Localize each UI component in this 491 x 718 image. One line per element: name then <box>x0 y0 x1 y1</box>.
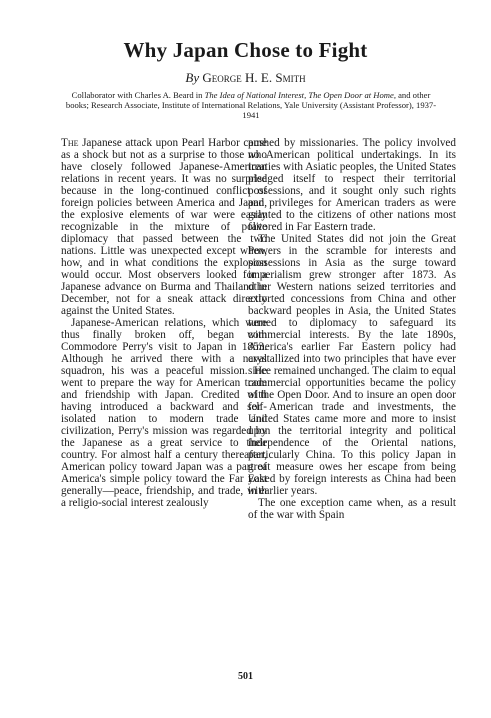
right-column <box>248 137 456 521</box>
paragraph-text: Japanese attack upon Pearl Harbor came as a shock but not as a surprise to those who have closely followed Japanese-American relations in recent years. It was no surprise because in the long-continued conflict of foreign policies between America and Japan, the explosive elements of war were easily recognizable in the mixture of polite diplomacy that passed between the two nations. Little was unexpected except when, how, and in what conditions the explosion would occur. Most observers looked for a Japanese advance on Burma and Thailand in December, not for a sneak attack directly against the United States. <box>61 137 267 317</box>
affiliation-text-3: , and other books; Research Associate, Institute of International Relations, Yale University (Assistant Professor), 1937-1941 <box>65 90 437 120</box>
affiliation-text-1: Collaborator with Charles A. Beard in <box>71 90 205 100</box>
byline-prefix: By <box>185 70 203 85</box>
paragraph: Japanese-American relations, which were thus finally broken off, began with Commodore Perry's visit to Japan in 1853. Although he arrived there with a naval squadron, his was a peaceful mission. He went to prepare the way for American trade and friendship with Japan. Credited with having introduced a backward and self-isolated nation to modern trade and civilization, Perry's mission was regarded by the Japanese as a great service to their country. For almost half a century thereafter, American policy toward Japan was a part of America's simple policy toward the Far East generally—peace, friendship, and trade, with a religio-social interest zealously <box>61 317 267 509</box>
article-byline <box>0 70 491 86</box>
paragraph: The United States did not join the Great Powers in the scramble for interests and possessions in Asia as the surge toward imperialism grew stronger after 1873. As other Western nations seized territories and extorted concessions from China and other backward peoples in Asia, the United States turned to diplomacy to safeguard its commercial interests. By the late 1890s, America's earlier Far Eastern policy had crystallized into two principles that have ever since remained unchanged. The claim to equal commercial opportunities became the policy of the Open Door. And to insure an open door for American trade and investments, the United States came more and more to insist upon the territorial integrity and political independence of the Oriental nations, particularly China. To this policy Japan in great measure owes her escape from being yoked by foreign interests as China had been in earlier years. <box>248 233 456 497</box>
author-affiliation <box>62 90 440 120</box>
paragraph <box>61 137 267 317</box>
paragraph: pushed by missionaries. The policy involved no American political undertakings. In its treaties with Asiatic peoples, the United States pledged itself to respect their territorial possessions, and it sought only such rights and privileges for American traders as were granted to the citizens of other nations most favored in Far Eastern trade. <box>248 137 456 233</box>
article-title: Why Japan Chose to Fight <box>123 38 368 62</box>
affiliation-work-1: The Idea of National Interest <box>204 90 305 100</box>
affiliation-text-2: , <box>304 90 309 100</box>
page-number: 501 <box>238 671 253 682</box>
paragraph: The one exception came when, as a result of the war with Spain <box>248 497 456 521</box>
affiliation-work-2: The Open Door at Home <box>308 90 394 100</box>
opening-word: The <box>61 137 79 149</box>
author-name: George H. E. Smith <box>202 70 306 85</box>
left-column <box>61 137 267 509</box>
